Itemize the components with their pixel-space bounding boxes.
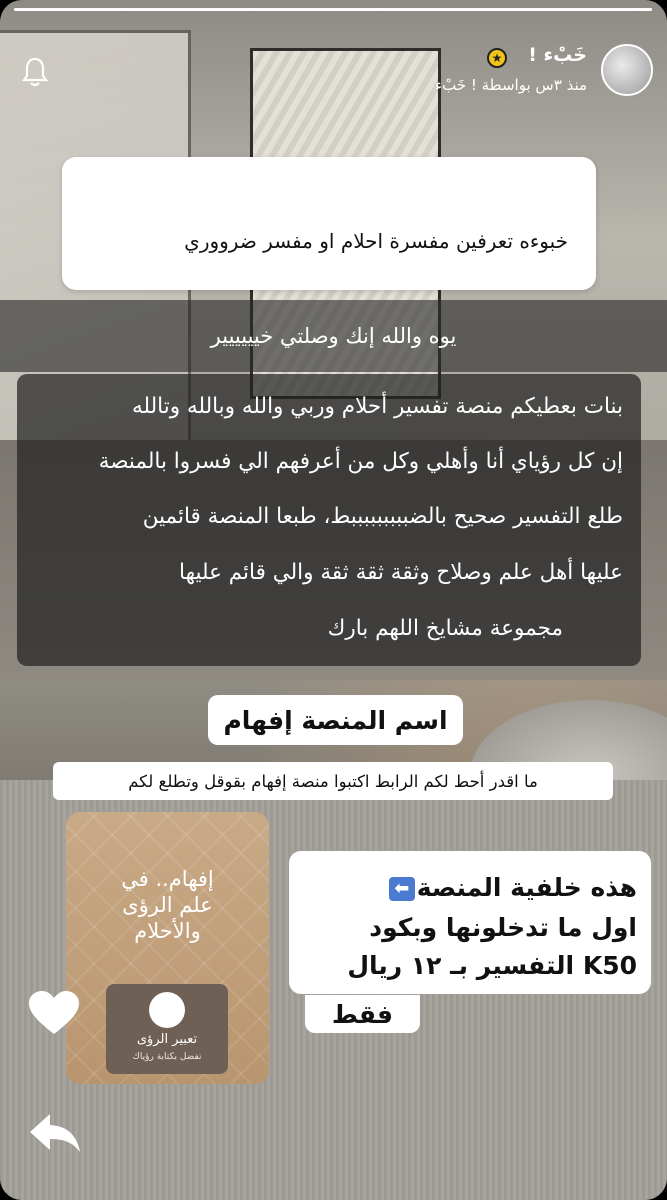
caption-line: K50 التفسير بـ ١٢ ريال (347, 951, 637, 980)
paragraph-line: إن كل رؤياي أنا وأهلي وكل من أعرفهم الي فسروا بالمنصة (98, 449, 623, 474)
caption-card (289, 851, 651, 994)
paragraph-line: طلع التفسير صحيح بالضبببببببببط، طبعا المنصة قائمين (142, 504, 623, 529)
reply-arrow-icon[interactable] (26, 1108, 82, 1156)
app-tagline-line: علم الرؤى (122, 893, 213, 917)
left-arrow-icon: ⬅ (389, 877, 415, 901)
star-icon: ★ (487, 48, 507, 68)
search-note: ما اقدر أحط لكم الرابط اكتبوا منصة إفهام بقوقل وتطلع لكم (53, 762, 613, 800)
app-tagline-line: إفهام.. في (121, 867, 214, 891)
question-card (62, 157, 596, 290)
caption-line (389, 873, 637, 902)
reply-text: يوه والله إنك وصلتي خيييييير (0, 300, 667, 372)
brain-logo-icon (149, 992, 185, 1028)
app-badge (106, 984, 228, 1074)
app-tagline-line: والأحلام (134, 919, 201, 943)
caption-line: اول ما تدخلونها وبكود (369, 913, 637, 942)
bell-icon[interactable] (20, 56, 50, 88)
story-progress-fill (14, 8, 652, 11)
story-progress-bar (14, 8, 652, 11)
app-badge-name: تعبير الرؤى (136, 1032, 198, 1047)
caption-line: فقط (305, 995, 420, 1033)
platform-name-label: اسم المنصة إفهام (208, 695, 463, 745)
paragraph-line: مجموعة مشايخ اللهم بارك (327, 616, 563, 641)
app-badge-subtitle: تفضل بكتابة رؤياك (132, 1052, 202, 1062)
app-screenshot-card (66, 812, 269, 1084)
avatar[interactable] (601, 44, 653, 96)
question-text: خبوءه تعرفين مفسرة احلام او مفسر ضرووري (184, 229, 568, 253)
app-tagline (66, 866, 269, 944)
paragraph-line: عليها أهل علم وصلاح وثقة ثقة ثقة والي قائم عليها (179, 560, 623, 585)
story-paragraph (17, 374, 641, 666)
heart-icon[interactable] (26, 988, 82, 1038)
story-subtitle: منذ ٣س بواسطة ! خَبْء (435, 76, 587, 94)
caption-line-text: هذه خلفية المنصة (416, 873, 637, 902)
paragraph-line: بنات بعطيكم منصة تفسير أحلام وربي والله وبالله وتالله (131, 394, 623, 419)
username[interactable]: خَبْء ! (528, 44, 587, 66)
